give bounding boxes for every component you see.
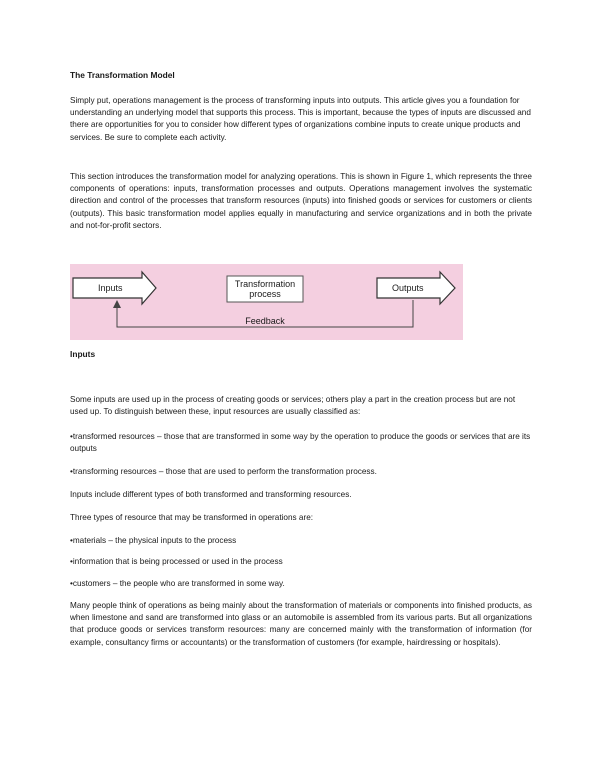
- inputs-closing-paragraph: Many people think of operations as being mainly about the transformation of materials or components into finished products, as when limestone and sand are transformed into glass or an automobile is assembled from its various parts. But all organizations that produce goods or services transform resources: many are concerned mainly with the transformation of information (for example, consultancy firms or accountants) or the transformation of customers (for example, hairdressing or hospitals).: [70, 601, 532, 647]
- document-title: The Transformation Model: [70, 70, 175, 80]
- feedback-label: Feedback: [245, 316, 285, 326]
- section-intro-paragraph: This section introduces the transformation model for analyzing operations. This is shown in Figure 1, which represents the three components of operations: inputs, transformation processes and outputs. Operations management involves the systematic direction and control of the processes that transform resources (inputs) into finished goods or services for customers or clients (outputs). This basic transformation model applies equally in manufacturing and service organizations and in both the private and not-for-profit sectors.: [70, 172, 532, 230]
- feedback-arrowhead: [113, 300, 121, 308]
- outputs-label: Outputs: [392, 283, 424, 293]
- bullet-information: •information that is being processed or used in the process: [70, 557, 283, 566]
- inputs-paragraph-types: Inputs include different types of both transformed and transforming resources.: [70, 490, 352, 499]
- inputs-label: Inputs: [98, 283, 123, 293]
- inputs-paragraph-1: Some inputs are used up in the process of creating goods or services; others play a part in the creation process but are not used up. To distinguish between these, input resources are usually classified as:: [70, 395, 516, 417]
- bullet-transforming-resources: •transforming resources – those that are used to perform the transformation process.: [70, 467, 377, 476]
- bullet-materials: •materials – the physical inputs to the process: [70, 536, 237, 545]
- intro-paragraph: Simply put, operations management is the process of transforming inputs into outputs. This article gives you a foundation for understanding an underlying model that supports this process. This is important, because the types of inputs are discussed and there are opportunities for you to consider how different types of organizations combine inputs to create unique products and services. Be sure to complete each activity.: [70, 96, 531, 142]
- process-label-line2: process: [249, 289, 281, 299]
- process-label-line1: Transformation: [234, 279, 296, 289]
- inputs-heading: Inputs: [70, 349, 96, 359]
- bullet-customers: •customers – the people who are transformed in some way.: [70, 579, 285, 588]
- bullet-transformed-resources: •transformed resources – those that are transformed in some way by the operation to produce the goods or services that are its outputs: [70, 432, 531, 454]
- transformation-diagram: [70, 264, 463, 340]
- inputs-paragraph-three-types: Three types of resource that may be transformed in operations are:: [70, 513, 314, 522]
- transformation-model-figure: [70, 264, 463, 340]
